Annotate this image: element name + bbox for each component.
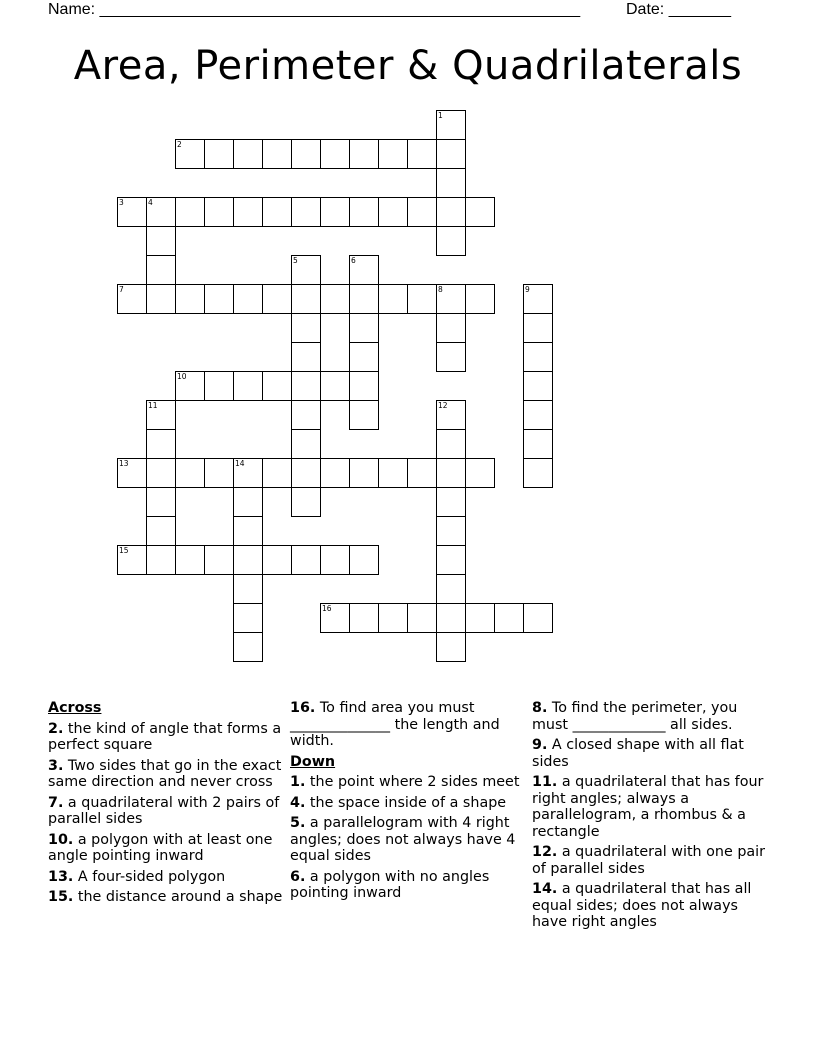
clue-number: 9 <box>525 285 530 294</box>
clue-number: 1 <box>438 111 443 120</box>
name-field[interactable]: Name: ______________________________________________________ <box>48 1 581 18</box>
grid-cell[interactable] <box>436 284 466 314</box>
clue-text: To find the perimeter, you must _____________ all sides. <box>532 700 738 733</box>
clue-number: 1. <box>290 774 306 790</box>
grid-cell[interactable] <box>349 139 379 169</box>
grid-cell[interactable] <box>407 458 437 488</box>
clue-number: 5. <box>290 815 306 831</box>
clue-number: 4. <box>290 794 306 811</box>
grid-cell[interactable] <box>204 371 234 401</box>
grid-cell[interactable] <box>233 284 263 314</box>
grid-cell[interactable] <box>146 458 176 488</box>
grid-cell[interactable] <box>291 545 321 575</box>
grid-cell[interactable] <box>146 545 176 575</box>
grid-cell[interactable] <box>291 197 321 227</box>
grid-cell[interactable] <box>262 545 292 575</box>
clue <box>48 758 283 791</box>
grid-cell[interactable] <box>349 342 379 372</box>
grid-cell[interactable] <box>378 458 408 488</box>
grid-cell[interactable] <box>436 632 466 662</box>
clue-text: a quadrilateral with 2 pairs of parallel sides <box>48 794 280 827</box>
clue-number: 6. <box>290 868 306 885</box>
clues-column-1 <box>48 700 283 910</box>
clue <box>532 700 767 733</box>
grid-cell[interactable] <box>233 603 263 633</box>
clue <box>532 844 767 877</box>
grid-cell[interactable] <box>378 284 408 314</box>
grid-cell[interactable] <box>146 400 176 430</box>
grid-cell[interactable] <box>436 400 466 430</box>
grid-cell[interactable] <box>175 284 205 314</box>
grid-cell[interactable] <box>320 545 350 575</box>
grid-cell[interactable] <box>349 371 379 401</box>
grid-cell[interactable] <box>233 516 263 546</box>
grid-cell[interactable] <box>436 574 466 604</box>
clues-column-2 <box>290 700 525 906</box>
clue <box>290 795 525 812</box>
clue-text: A closed shape with all flat sides <box>532 737 744 770</box>
grid-cell[interactable] <box>436 139 466 169</box>
grid-cell[interactable] <box>349 545 379 575</box>
grid-cell[interactable] <box>175 458 205 488</box>
clue-number: 15 <box>119 546 129 555</box>
clue-text: A four-sided polygon <box>73 868 226 885</box>
grid-cell[interactable] <box>523 284 553 314</box>
grid-cell[interactable] <box>291 139 321 169</box>
grid-cell[interactable] <box>436 342 466 372</box>
grid-cell[interactable] <box>320 197 350 227</box>
clue-number: 14. <box>532 881 558 897</box>
grid-cell[interactable] <box>436 313 466 343</box>
grid-cell[interactable] <box>175 545 205 575</box>
grid-cell[interactable] <box>320 139 350 169</box>
clue <box>48 721 283 754</box>
grid-cell[interactable] <box>436 110 466 140</box>
grid-cell[interactable] <box>291 487 321 517</box>
grid-cell[interactable] <box>233 487 263 517</box>
clue-heading: Across <box>48 700 102 716</box>
grid-cell[interactable] <box>436 197 466 227</box>
grid-cell[interactable] <box>349 255 379 285</box>
clue-number: 5 <box>293 256 298 265</box>
grid-cell[interactable] <box>407 197 437 227</box>
grid-cell[interactable] <box>146 516 176 546</box>
grid-cell[interactable] <box>146 429 176 459</box>
grid-cell[interactable] <box>407 284 437 314</box>
clue-text: a parallelogram with 4 right angles; does not always have 4 equal sides <box>290 815 516 864</box>
clue <box>290 815 525 865</box>
grid-cell[interactable] <box>146 226 176 256</box>
grid-cell[interactable] <box>233 632 263 662</box>
grid-cell[interactable] <box>523 400 553 430</box>
clue-number: 12. <box>532 844 558 860</box>
grid-cell[interactable] <box>407 603 437 633</box>
clue <box>532 881 767 931</box>
clue-text: a polygon with no angles pointing inward <box>290 868 490 901</box>
grid-cell[interactable] <box>233 545 263 575</box>
grid-cell[interactable] <box>436 545 466 575</box>
clue-text: the space inside of a shape <box>305 794 507 811</box>
date-field[interactable]: Date: _______ <box>626 1 731 18</box>
grid-cell[interactable] <box>262 458 292 488</box>
grid-cell[interactable] <box>523 371 553 401</box>
grid-cell[interactable] <box>291 429 321 459</box>
grid-cell[interactable] <box>233 371 263 401</box>
clue-text: a quadrilateral that has all equal sides; does not always have right angles <box>532 881 752 930</box>
grid-cell[interactable] <box>291 313 321 343</box>
grid-cell[interactable] <box>465 197 495 227</box>
grid-cell[interactable] <box>349 284 379 314</box>
grid-cell[interactable] <box>204 284 234 314</box>
grid-cell[interactable] <box>465 603 495 633</box>
grid-cell[interactable] <box>146 284 176 314</box>
clue-number: 14 <box>235 459 245 468</box>
clue-number: 9. <box>532 737 548 753</box>
clue-number: 15. <box>48 889 74 905</box>
grid-cell[interactable] <box>204 197 234 227</box>
clue-text: the point where 2 sides meet <box>305 774 520 790</box>
clue-text: To find area you must ______________ the length and width. <box>290 700 500 749</box>
grid-cell[interactable] <box>320 371 350 401</box>
clue-number: 10 <box>177 372 187 381</box>
grid-cell[interactable] <box>378 197 408 227</box>
grid-cell[interactable] <box>233 458 263 488</box>
clue-number: 3 <box>119 198 124 207</box>
clue <box>290 869 525 902</box>
clue-number: 4 <box>148 198 153 207</box>
clue <box>532 774 767 840</box>
clue <box>532 737 767 770</box>
grid-cell[interactable] <box>262 139 292 169</box>
clue-number: 16 <box>322 604 332 613</box>
grid-cell[interactable] <box>146 487 176 517</box>
grid-cell[interactable] <box>407 139 437 169</box>
grid-cell[interactable] <box>523 342 553 372</box>
grid-cell[interactable] <box>117 197 147 227</box>
clue-number: 13. <box>48 868 74 885</box>
clue-text: the kind of angle that forms a perfect square <box>48 720 282 753</box>
grid-cell[interactable] <box>465 458 495 488</box>
grid-cell[interactable] <box>117 284 147 314</box>
grid-cell[interactable] <box>117 545 147 575</box>
clue-heading: Down <box>290 753 336 770</box>
grid-cell[interactable] <box>465 284 495 314</box>
clue <box>48 795 283 828</box>
grid-cell[interactable] <box>291 458 321 488</box>
grid-cell[interactable] <box>320 458 350 488</box>
grid-cell[interactable] <box>291 342 321 372</box>
grid-cell[interactable] <box>146 255 176 285</box>
clue <box>290 774 525 791</box>
grid-cell[interactable] <box>436 603 466 633</box>
clues-column-3 <box>532 700 767 935</box>
grid-cell[interactable] <box>117 458 147 488</box>
grid-cell[interactable] <box>262 371 292 401</box>
clue-number: 6 <box>351 256 356 265</box>
grid-cell[interactable] <box>523 458 553 488</box>
grid-cell[interactable] <box>204 545 234 575</box>
grid-cell[interactable] <box>349 458 379 488</box>
clue-text: a quadrilateral that has four right angles; always a parallelogram, a rhombus & a rectangle <box>532 774 764 840</box>
grid-cell[interactable] <box>494 603 524 633</box>
grid-cell[interactable] <box>291 284 321 314</box>
grid-cell[interactable] <box>349 400 379 430</box>
grid-cell[interactable] <box>320 284 350 314</box>
clue-text: a quadrilateral with one pair of parallel sides <box>532 844 766 877</box>
grid-cell[interactable] <box>262 284 292 314</box>
clue-number: 11. <box>532 774 558 790</box>
grid-cell[interactable] <box>349 603 379 633</box>
clue-number: 13 <box>119 459 129 468</box>
grid-cell[interactable] <box>436 516 466 546</box>
grid-cell[interactable] <box>523 603 553 633</box>
clue-number: 3. <box>48 757 64 774</box>
grid-cell[interactable] <box>233 197 263 227</box>
clue-text: Two sides that go in the exact same direction and never cross <box>48 757 282 790</box>
grid-cell[interactable] <box>291 371 321 401</box>
clue <box>48 869 283 886</box>
clue <box>290 700 525 750</box>
clue <box>48 889 283 906</box>
page-title: Area, Perimeter & Quadrilaterals <box>73 43 743 89</box>
clue-text: a polygon with at least one angle pointing inward <box>48 831 273 864</box>
grid-cell[interactable] <box>436 487 466 517</box>
grid-cell[interactable] <box>262 197 292 227</box>
clue-number: 8 <box>438 285 443 294</box>
clue-text: the distance around a shape <box>73 889 283 905</box>
clue-number: 12 <box>438 401 448 410</box>
grid-cell[interactable] <box>523 313 553 343</box>
clue-number: 10. <box>48 831 74 848</box>
grid-cell[interactable] <box>436 429 466 459</box>
clue-number: 16. <box>290 700 316 716</box>
grid-cell[interactable] <box>349 313 379 343</box>
clue-number: 11 <box>148 401 158 410</box>
grid-cell[interactable] <box>378 139 408 169</box>
grid-cell[interactable] <box>175 371 205 401</box>
grid-cell[interactable] <box>233 574 263 604</box>
grid-cell[interactable] <box>175 197 205 227</box>
grid-cell[interactable] <box>436 458 466 488</box>
clue-number: 2 <box>177 140 182 149</box>
clue <box>48 832 283 865</box>
grid-cell[interactable] <box>378 603 408 633</box>
grid-cell[interactable] <box>436 168 466 198</box>
clue-number: 8. <box>532 700 548 716</box>
grid-cell[interactable] <box>146 197 176 227</box>
grid-cell[interactable] <box>233 139 263 169</box>
clue-number: 7. <box>48 794 64 811</box>
grid-cell[interactable] <box>320 603 350 633</box>
grid-cell[interactable] <box>291 255 321 285</box>
clue-number: 7 <box>119 285 124 294</box>
grid-cell[interactable] <box>175 139 205 169</box>
grid-cell[interactable] <box>204 139 234 169</box>
grid-cell[interactable] <box>204 458 234 488</box>
grid-cell[interactable] <box>291 400 321 430</box>
grid-cell[interactable] <box>436 226 466 256</box>
grid-cell[interactable] <box>523 429 553 459</box>
clue-number: 2. <box>48 720 64 737</box>
grid-cell[interactable] <box>349 197 379 227</box>
